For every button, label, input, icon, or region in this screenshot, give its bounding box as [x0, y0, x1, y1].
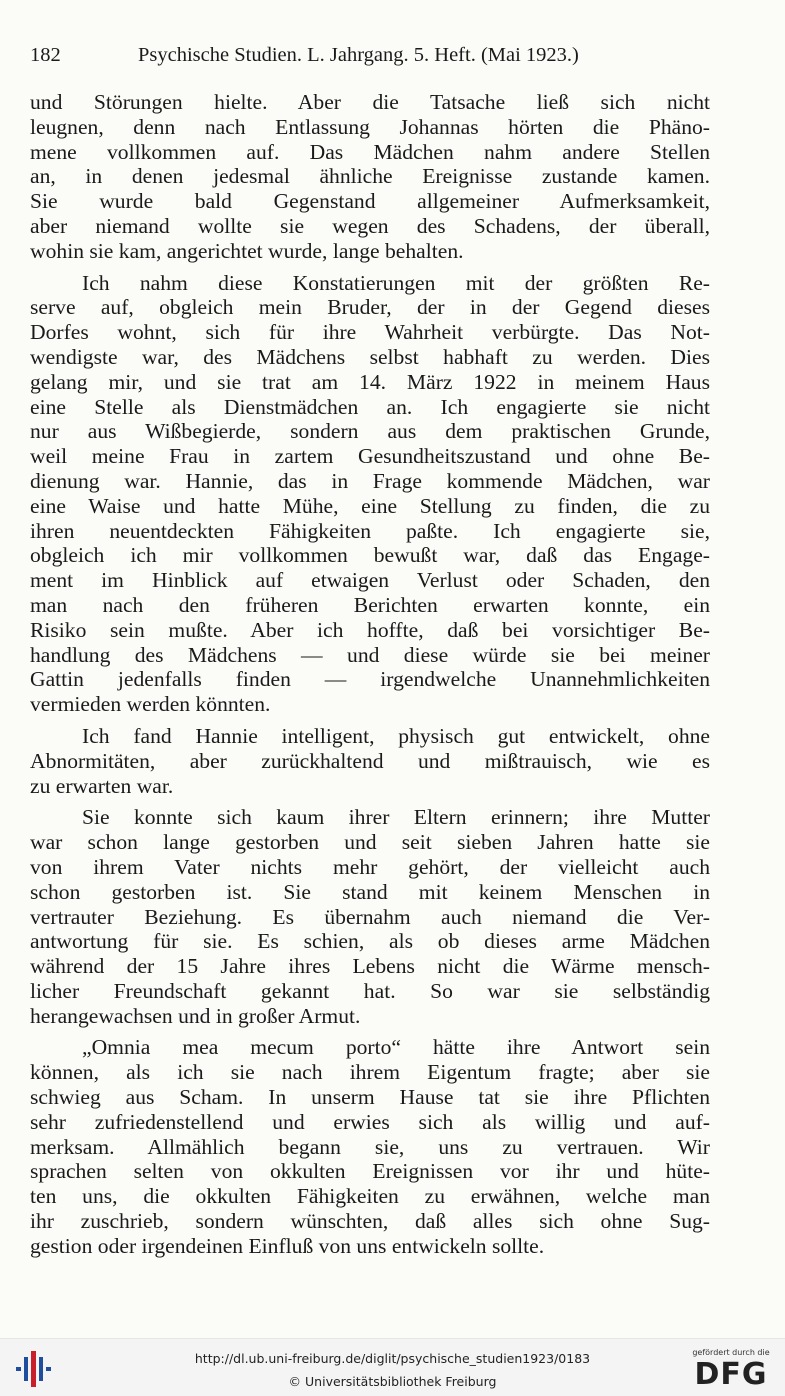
text-line: schwieg aus Scham. In unserm Hause tat sie ihre Pflichten: [30, 1085, 710, 1110]
paragraph: [30, 90, 710, 264]
text-line: „Omnia mea mecum porto“ hätte ihre Antwort sein: [82, 1035, 710, 1060]
text-line: und Störungen hielte. Aber die Tatsache ließ sich nicht: [30, 90, 710, 114]
text-line: Dorfes wohnt, sich für ihre Wahrheit verbürgte. Das Not-: [30, 320, 710, 345]
text-line: vertrauter Beziehung. Es übernahm auch niemand die Ver-: [30, 904, 710, 929]
text-line: war schon lange gestorben und seit sieben Jahren hatte sie: [30, 830, 710, 855]
text-line: wohin sie kam, angerichtet wurde, lange behalten.: [30, 238, 464, 263]
text-line: an, in denen jedesmal ähnliche Ereignisse zustande kamen.: [30, 164, 710, 189]
paragraph: [30, 724, 710, 798]
text-line: sprachen selten von okkulten Ereignissen vor ihr und hüte-: [30, 1159, 710, 1184]
text-line: aber niemand wollte sie wegen des Schadens, der überall,: [30, 213, 710, 238]
text-line: vermieden werden könnten.: [30, 692, 271, 717]
text-line: schon gestorben ist. Sie stand mit keinem Menschen in: [30, 879, 710, 904]
text-line: nur aus Wißbegierde, sondern aus dem praktischen Grunde,: [30, 419, 710, 444]
text-line: leugnen, denn nach Entlassung Johannas hörten die Phäno-: [30, 114, 710, 139]
text-line: herangewachsen und in großer Armut.: [30, 1003, 361, 1028]
text-line: weil meine Frau in zartem Gesundheitszustand und ohne Be-: [30, 444, 710, 469]
text-line: obgleich ich mir vollkommen bewußt war, daß das Engage-: [30, 543, 710, 568]
source-url-link[interactable]: http://dl.ub.uni-freiburg.de/diglit/psychische_studien1923/0183: [194, 1351, 591, 1366]
running-title: Psychische Studien. L. Jahrgang. 5. Heft. (Mai 1923.): [138, 44, 579, 66]
text-line: gelang mir, und sie trat am 14. März 1922 in meinem Haus: [30, 369, 710, 394]
text-line: eine Waise und hatte Mühe, eine Stellung zu finden, die zu: [30, 493, 710, 518]
text-line: können, als ich sie nach ihrem Eigentum fragte; aber sie: [30, 1060, 710, 1085]
paragraph: [30, 1035, 710, 1258]
text-line: ihren neuentdeckten Fähigkeiten paßte. Ich engagierte sie,: [30, 518, 710, 543]
text-line: Sie konnte sich kaum ihrer Eltern erinnern; ihre Mutter: [82, 805, 710, 830]
text-line: eine Stelle als Dienstmädchen an. Ich engagierte sie nicht: [30, 394, 710, 419]
body-text: [30, 90, 710, 1266]
text-line: während der 15 Jahre ihres Lebens nicht die Wärme mensch-: [30, 954, 710, 979]
text-line: dienung war. Hannie, das in Frage kommende Mädchen, war: [30, 468, 710, 493]
page-header: [30, 44, 715, 74]
dfg-logo: DFG: [694, 1357, 768, 1392]
text-line: antwortung für sie. Es schien, als ob dieses arme Mädchen: [30, 929, 710, 954]
copyright-notice: © Universitätsbibliothek Freiburg: [288, 1374, 497, 1389]
text-line: zu erwarten war.: [30, 773, 174, 798]
text-line: Ich fand Hannie intelligent, physisch gut entwickelt, ohne: [82, 723, 710, 748]
text-line: Risiko sein mußte. Aber ich hoffte, daß bei vorsichtiger Be-: [30, 617, 710, 642]
text-line: Ich nahm diese Konstatierungen mit der größten Re-: [82, 270, 710, 295]
text-line: Gattin jedenfalls finden — irgendwelche Unannehmlichkeiten: [30, 667, 710, 692]
text-line: wendigste war, des Mädchens selbst habhaft zu werden. Dies: [30, 344, 710, 369]
paragraph: [30, 271, 710, 717]
text-line: Sie wurde bald Gegenstand allgemeiner Aufmerksamkeit,: [30, 189, 710, 214]
text-line: mene vollkommen auf. Das Mädchen nahm andere Stellen: [30, 139, 710, 164]
page-number: 182: [30, 44, 61, 66]
text-line: sehr zufriedenstellend und erwies sich als willig und auf-: [30, 1109, 710, 1134]
text-line: gestion oder irgendeinen Einfluß von uns entwickeln sollte.: [30, 1233, 545, 1258]
text-line: merksam. Allmählich begann sie, uns zu vertrauen. Wir: [30, 1134, 710, 1159]
footer-bar: [0, 1338, 785, 1396]
paragraph: [30, 805, 710, 1028]
text-line: serve auf, obgleich mein Bruder, der in der Gegend dieses: [30, 295, 710, 320]
funder-caption: gefördert durch die: [692, 1348, 770, 1357]
text-line: handlung des Mädchens — und diese würde sie bei meiner: [30, 642, 710, 667]
text-line: von ihrem Vater nichts mehr gehört, der vielleicht auch: [30, 854, 710, 879]
text-line: man nach den früheren Berichten erwarten konnte, ein: [30, 592, 710, 617]
text-line: licher Freundschaft gekannt hat. So war sie selbständig: [30, 978, 710, 1003]
text-line: ten uns, die okkulten Fähigkeiten zu erwähnen, welche man: [30, 1184, 710, 1209]
text-line: ment im Hinblick auf etwaigen Verlust oder Schaden, den: [30, 568, 710, 593]
text-line: ihr zuschrieb, sondern wünschten, daß alles sich ohne Sug-: [30, 1209, 710, 1234]
text-line: Abnormitäten, aber zurückhaltend und mißtrauisch, wie es: [30, 748, 710, 773]
